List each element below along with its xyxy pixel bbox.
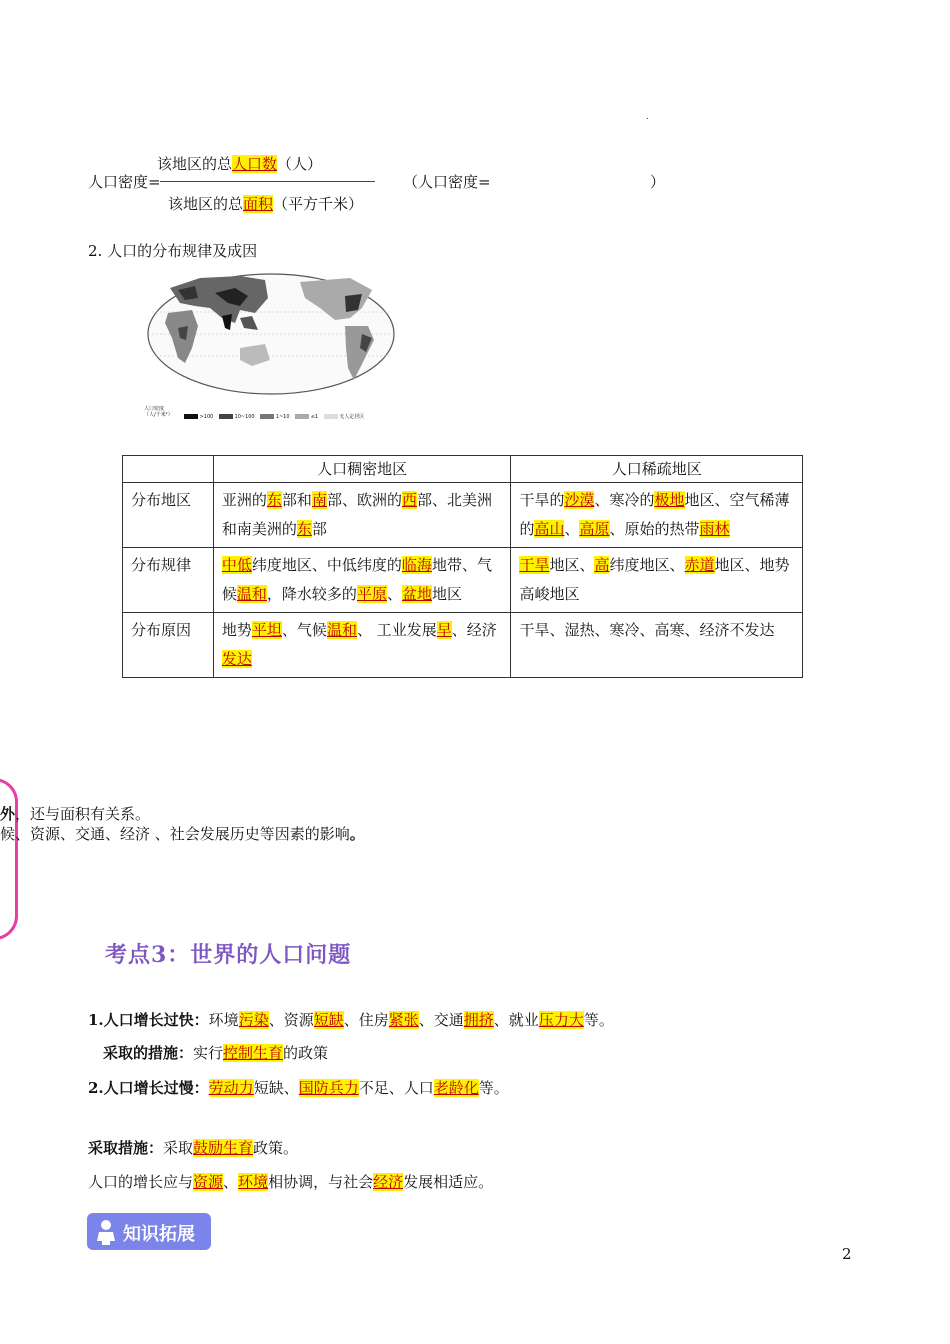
highlighted-term: 环境: [238, 1173, 269, 1191]
table-header-row: [123, 456, 803, 483]
highlighted-term: 控制生育: [223, 1044, 284, 1062]
table-header-dense: 人口稠密地区: [213, 456, 511, 483]
callout-line2-end: 。: [349, 825, 365, 843]
highlighted-term: 污染: [238, 1011, 269, 1029]
text-segment: 、: [386, 585, 402, 603]
formula-denominator: [168, 194, 363, 214]
legend-label-3: 1~10: [275, 414, 290, 420]
text-segment: 等。: [583, 1011, 614, 1029]
text-segment: 纬度地区、中低纬度的: [251, 556, 402, 574]
table-row: [123, 548, 803, 613]
text-segment: 地区、: [549, 556, 595, 574]
text-segment: 部: [311, 520, 327, 538]
text-segment: 等。: [478, 1079, 509, 1097]
text-segment: 、: [564, 520, 580, 538]
highlighted-term: 赤道: [684, 556, 715, 574]
highlighted-term: 早: [436, 621, 452, 639]
dense-cell: [213, 613, 511, 678]
text-segment: 政策。: [253, 1139, 299, 1157]
dense-cell: [213, 548, 511, 613]
highlighted-term: 东: [296, 520, 312, 538]
legend-label-4: ≤1: [310, 414, 319, 420]
highlighted-term: 拥挤: [463, 1011, 494, 1029]
formula-left-label: 人口密度=: [88, 173, 161, 191]
world-population-density-map: [140, 268, 402, 430]
item-measure-2: [88, 1138, 298, 1158]
text-segment: 地区、地势高峻地区: [519, 556, 790, 603]
text-segment: 地带、气候: [221, 556, 492, 603]
formula-numerator: [157, 154, 322, 174]
text-segment: 、资源: [268, 1011, 314, 1029]
sparse-cell: [511, 613, 803, 678]
item-summary: [88, 1172, 493, 1192]
highlighted-term: 紧张: [388, 1011, 419, 1029]
map-legend: [184, 414, 364, 420]
measure1-text: [193, 1044, 328, 1062]
formula-fraction-line: [160, 181, 375, 182]
knowledge-extension-badge: [87, 1213, 211, 1250]
text-segment: 、寒冷的: [594, 491, 655, 509]
legend-label-2: 10~100: [234, 414, 255, 420]
measure2-label: 采取措施：: [88, 1139, 164, 1157]
text-segment: 发展相适应。: [403, 1173, 494, 1191]
legend-label-5: 无人定居区: [339, 414, 365, 420]
callout-line1-rest: ，还与面积有关系。: [15, 805, 151, 823]
table-row: [123, 483, 803, 548]
population-distribution-table: [122, 455, 803, 678]
row-label: 分布原因: [123, 613, 214, 678]
text-segment: 地势: [221, 621, 252, 639]
text-segment: 、气候: [281, 621, 327, 639]
text-segment: 实行: [193, 1044, 224, 1062]
numerator-prefix: 该地区的总: [157, 155, 233, 173]
legend-swatch-5: [324, 414, 338, 419]
legend-title-line2: （人/千米²）: [144, 412, 173, 418]
legend-title-line1: 人口密度: [144, 406, 165, 412]
highlighted-term: 短缺: [313, 1011, 344, 1029]
text-segment: 采取: [163, 1139, 194, 1157]
callout-line2-text: 候、资源、交通、经济 、社会发展历史等因素的影响: [0, 825, 350, 843]
table-row: [123, 613, 803, 678]
map-graphic: [140, 268, 402, 430]
highlighted-term: 平坦: [251, 621, 282, 639]
section3-title: 考点3：世界的人口问题: [105, 942, 352, 968]
highlighted-term: 国防兵力: [298, 1079, 359, 1097]
table-header-sparse: 人口稀疏地区: [511, 456, 803, 483]
text-segment: 干旱的: [519, 491, 565, 509]
text-segment: 、经济: [451, 621, 497, 639]
page-number: 2: [842, 1245, 852, 1263]
text-segment: 环境: [208, 1011, 239, 1029]
highlighted-term: 平原: [356, 585, 387, 603]
highlighted-term: 高原: [579, 520, 610, 538]
slow-growth-label: 2.人口增长过慢：: [88, 1079, 209, 1097]
map-legend-title: [144, 406, 173, 418]
highlighted-term: 临海: [401, 556, 432, 574]
fast-growth-text: [209, 1011, 614, 1029]
text-segment: 、: [223, 1173, 239, 1191]
text-segment: 、住房: [343, 1011, 389, 1029]
text-segment: 纬度地区、: [609, 556, 685, 574]
slow-growth-text: [209, 1079, 509, 1097]
highlighted-term: 雨林: [699, 520, 730, 538]
table-header-empty: [123, 456, 214, 483]
measure1-label: 采取的措施：: [103, 1044, 194, 1062]
denominator-highlight: 面积: [243, 195, 274, 213]
highlighted-term: 南: [311, 491, 327, 509]
text-segment: 部、北美洲和南美洲的: [221, 491, 492, 538]
highlighted-term: 资源: [193, 1173, 224, 1191]
item-slow-growth: [88, 1078, 509, 1098]
highlighted-term: 压力大: [538, 1011, 584, 1029]
highlighted-term: 高: [594, 556, 610, 574]
text-segment: ，降水较多的: [266, 585, 357, 603]
text-segment: 不足、人口: [358, 1079, 434, 1097]
legend-swatch-1: [184, 414, 198, 419]
text-segment: 部、欧洲的: [326, 491, 402, 509]
row-label: 分布规律: [123, 548, 214, 613]
callout-line1-bold: 外: [0, 805, 16, 823]
denominator-prefix: 该地区的总: [168, 195, 244, 213]
text-segment: 相协调，与社会: [268, 1173, 374, 1191]
fast-growth-label: 1.人口增长过快：: [88, 1011, 209, 1029]
text-segment: 、交通: [418, 1011, 464, 1029]
row-label: 分布地区: [123, 483, 214, 548]
highlighted-term: 温和: [236, 585, 267, 603]
text-segment: 的政策: [283, 1044, 329, 1062]
highlighted-term: 沙漠: [564, 491, 595, 509]
measure2-text: [163, 1139, 298, 1157]
text-segment: 短缺、: [253, 1079, 299, 1097]
text-segment: 地区、空气稀薄的: [519, 491, 790, 538]
highlighted-term: 东: [266, 491, 282, 509]
text-segment: 地区: [431, 585, 462, 603]
formula-right-close: ）: [650, 173, 666, 191]
sparse-cell: [511, 483, 803, 548]
legend-swatch-3: [260, 414, 274, 419]
section2-title: 2. 人口的分布规律及成因: [88, 242, 258, 260]
text-segment: 干旱、湿热、寒冷、高寒、经济不发达: [519, 621, 775, 639]
highlighted-term: 老龄化: [433, 1079, 479, 1097]
highlighted-term: 经济: [373, 1173, 404, 1191]
highlighted-term: 干旱: [519, 556, 550, 574]
highlighted-term: 劳动力: [208, 1079, 254, 1097]
text-segment: 、就业: [493, 1011, 539, 1029]
highlighted-term: 温和: [326, 621, 357, 639]
text-segment: 人口的增长应与: [88, 1173, 194, 1191]
legend-swatch-2: [219, 414, 233, 419]
text-segment: 、 工业发展: [356, 621, 437, 639]
callout-line-2: [0, 824, 365, 844]
callout-line-1: [0, 804, 150, 824]
callout-bracket: [0, 778, 18, 940]
highlighted-term: 高山: [534, 520, 565, 538]
stray-dot: .: [646, 112, 649, 121]
legend-swatch-4: [295, 414, 309, 419]
highlighted-term: 鼓励生育: [193, 1139, 254, 1157]
sparse-cell: [511, 548, 803, 613]
legend-label-1: >100: [199, 414, 214, 420]
numerator-unit: （人）: [277, 155, 323, 173]
person-icon: [95, 1219, 117, 1245]
summary-text: [88, 1173, 493, 1191]
denominator-unit: （平方千米）: [273, 195, 364, 213]
highlighted-term: 极地: [654, 491, 685, 509]
formula-right-open: （人口密度=: [403, 173, 491, 191]
dense-cell: [213, 483, 511, 548]
highlighted-term: 发达: [221, 650, 252, 668]
text-segment: 、原始的热带: [609, 520, 700, 538]
item-measure-1: [103, 1043, 328, 1063]
highlighted-term: 西: [401, 491, 417, 509]
highlighted-term: 中低: [221, 556, 252, 574]
numerator-highlight: 人口数: [232, 155, 278, 173]
text-segment: 部和: [281, 491, 312, 509]
highlighted-term: 盆地: [401, 585, 432, 603]
item-fast-growth: [88, 1010, 614, 1030]
badge-label: 知识拓展: [123, 1224, 195, 1245]
text-segment: 亚洲的: [221, 491, 267, 509]
